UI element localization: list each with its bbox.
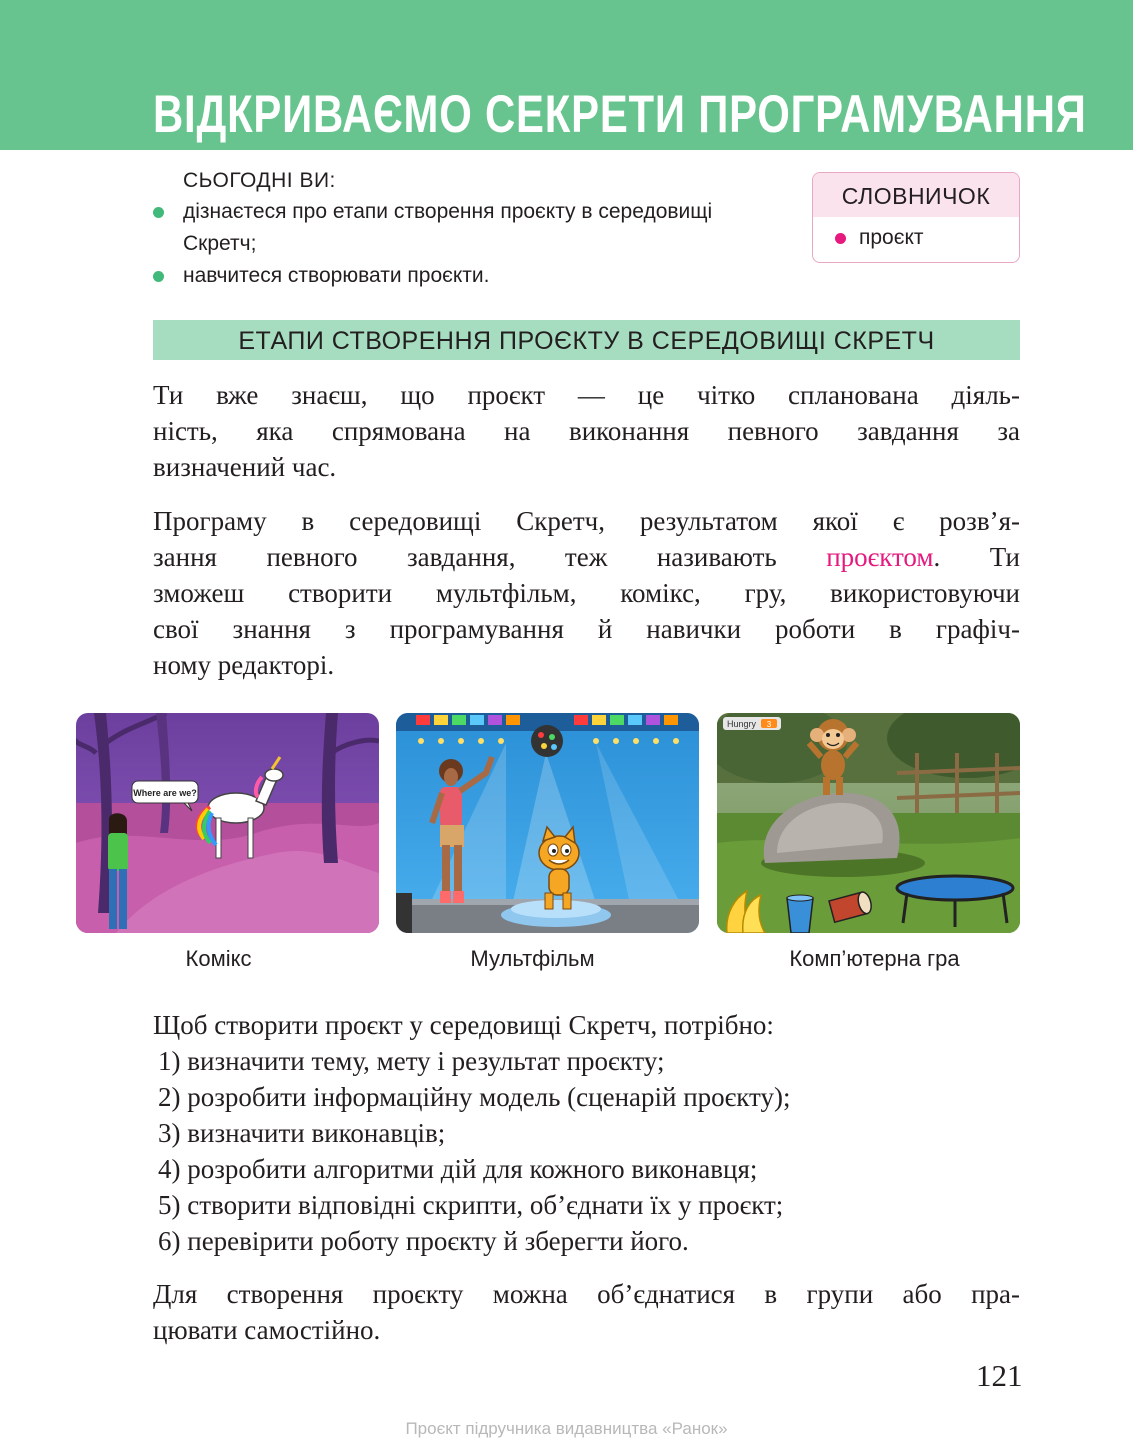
text-line: визначений час. — [153, 452, 337, 482]
comic-scene-image — [76, 713, 379, 933]
footer-note: Проєкт підручника видавництва «Ранок» — [405, 1419, 728, 1438]
game-illustration — [717, 713, 1020, 933]
highlighted-term: проєктом — [826, 542, 934, 572]
steps-list — [158, 1043, 790, 1259]
comic-illustration — [76, 713, 379, 933]
goal-item — [153, 196, 713, 260]
speech-bubble-text: Where are we? — [133, 788, 197, 798]
section-heading: ЕТАПИ СТВОРЕННЯ ПРОЄКТУ В СЕРЕДОВИЩІ СКРЕТЧ — [153, 320, 1020, 360]
paragraph-group-work — [153, 1276, 1020, 1348]
glossary-item — [813, 217, 1019, 259]
text-line: свої знання з програмування й навички роботи в графіч- — [153, 614, 1020, 644]
goals-heading: СЬОГОДНІ ВИ: — [183, 169, 336, 192]
text-line — [153, 539, 1020, 575]
step-item: 3) визначити виконавців; — [158, 1118, 446, 1148]
steps-intro: Щоб створити проєкт у середовищі Скретч, потрібно: — [153, 1010, 774, 1040]
lesson-goals — [153, 166, 713, 292]
glossary-box — [812, 172, 1020, 263]
step-item: 1) визначити тему, мету і результат проєкту; — [158, 1046, 665, 1076]
goal-text: навчитеся створювати проєкти. — [183, 264, 490, 287]
image-caption: Комп’ютерна гра — [789, 946, 960, 971]
step-item: 2) розробити інформаційну модель (сценарій проєкту); — [158, 1082, 791, 1112]
bullet-dot-icon — [153, 271, 164, 282]
chapter-title: ВІДКРИВАЄМО СЕКРЕТИ ПРОГРАМУВАННЯ — [153, 85, 1087, 144]
cartoon-illustration — [396, 713, 699, 933]
text-line: ність, яка спрямована на виконання певного завдання за — [153, 416, 1020, 446]
paragraph-project-definition — [153, 377, 1020, 485]
text-line: ному редакторі. — [153, 650, 335, 680]
paragraph-scratch-project — [153, 503, 1020, 683]
text-line: Ти вже знаєш, що проєкт — це чітко спланована діяль- — [153, 380, 1020, 410]
chapter-header — [0, 0, 1133, 150]
text-fragment: зання певного завдання, теж називають — [153, 542, 777, 572]
game-scene-image — [717, 713, 1020, 933]
image-caption: Комікс — [185, 946, 252, 971]
page-number: 121 — [976, 1358, 1023, 1393]
text-line: Програму в середовищі Скретч, результатом якої є розв’я- — [153, 506, 1020, 536]
step-item: 6) перевірити роботу проєкту й зберегти його. — [158, 1226, 689, 1256]
bullet-dot-icon — [835, 233, 846, 244]
text-line: цювати самостійно. — [153, 1315, 381, 1345]
step-item: 5) створити відповідні скрипти, об’єднати їх у проєкт; — [158, 1190, 784, 1220]
text-line: Для створення проєкту можна об’єднатися в групи або пра- — [153, 1279, 1020, 1309]
image-caption: Мультфільм — [470, 946, 595, 971]
bullet-dot-icon — [153, 207, 164, 218]
hud-label: Hungry — [727, 719, 757, 729]
text-fragment: . Ти — [933, 542, 1021, 572]
glossary-title: СЛОВНИЧОК — [813, 173, 1019, 217]
goal-item — [153, 260, 713, 292]
goal-text: дізнаєтеся про етапи створення проєкту в середовищі Скретч; — [183, 200, 713, 255]
step-item: 4) розробити алгоритми дій для кожного виконавця; — [158, 1154, 758, 1184]
text-line: зможеш створити мультфільм, комікс, гру, використовуючи — [153, 578, 1020, 608]
hud-value: 3 — [766, 720, 772, 729]
cartoon-scene-image — [396, 713, 699, 933]
glossary-term: проєкт — [859, 226, 924, 249]
